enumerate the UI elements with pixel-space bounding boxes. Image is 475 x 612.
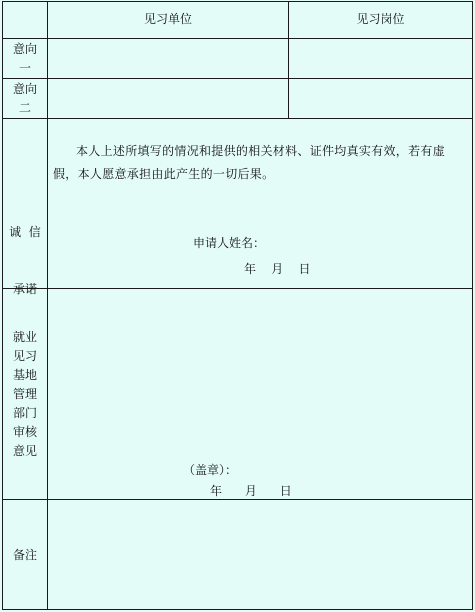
remarks-label: 备注	[12, 548, 37, 562]
intent-two-position-cell[interactable]	[289, 79, 472, 118]
intent-two-line2: 二	[18, 101, 31, 115]
review-date-label: 年 月 日	[210, 484, 292, 498]
pledge-text-line2: 假，本人愿意承担由此产生的一切后果。	[53, 167, 275, 181]
border-right	[472, 1, 473, 610]
review-label-line6: 审核	[12, 425, 37, 439]
intent-one-unit-cell[interactable]	[48, 39, 288, 78]
pledge-label-line2: 承诺	[12, 282, 37, 296]
remarks-cell[interactable]	[48, 500, 472, 609]
pledge-date-label: 年 月 日	[244, 262, 311, 276]
pledge-label-line1: 诚 信	[9, 225, 41, 239]
intent-one-line2: 一	[18, 61, 31, 75]
review-label-line5: 部门	[12, 406, 37, 420]
review-label-line7: 意见	[12, 444, 37, 458]
review-label-line3: 基地	[12, 368, 37, 382]
border-bottom	[2, 609, 473, 610]
intent-two-unit-cell[interactable]	[48, 79, 288, 118]
row-divider-pledge	[2, 288, 473, 289]
intent-two-line1: 意向	[12, 82, 37, 96]
intent-two-label	[3, 80, 47, 118]
applicant-name-label: 申请人姓名：	[193, 236, 266, 250]
row-divider-intent2	[2, 118, 473, 119]
pledge-text-line1: 本人上述所填写的情况和提供的相关材料、证件均真实有效，若有虚	[76, 144, 446, 158]
intent-one-line1: 意向	[12, 42, 37, 56]
internship-unit-header: 见习单位	[143, 12, 192, 26]
border-top	[2, 1, 473, 2]
internship-position-header: 见习岗位	[356, 12, 405, 26]
intent-one-label	[3, 40, 47, 78]
review-label-line1: 就业	[12, 330, 37, 344]
review-label-line2: 见习	[12, 349, 37, 363]
employment-base-review-label	[3, 328, 47, 461]
seal-label: （盖章）：	[183, 463, 238, 477]
intent-one-position-cell[interactable]	[289, 39, 472, 78]
review-label-line4: 管理	[12, 387, 37, 401]
integrity-pledge-label	[3, 185, 47, 337]
